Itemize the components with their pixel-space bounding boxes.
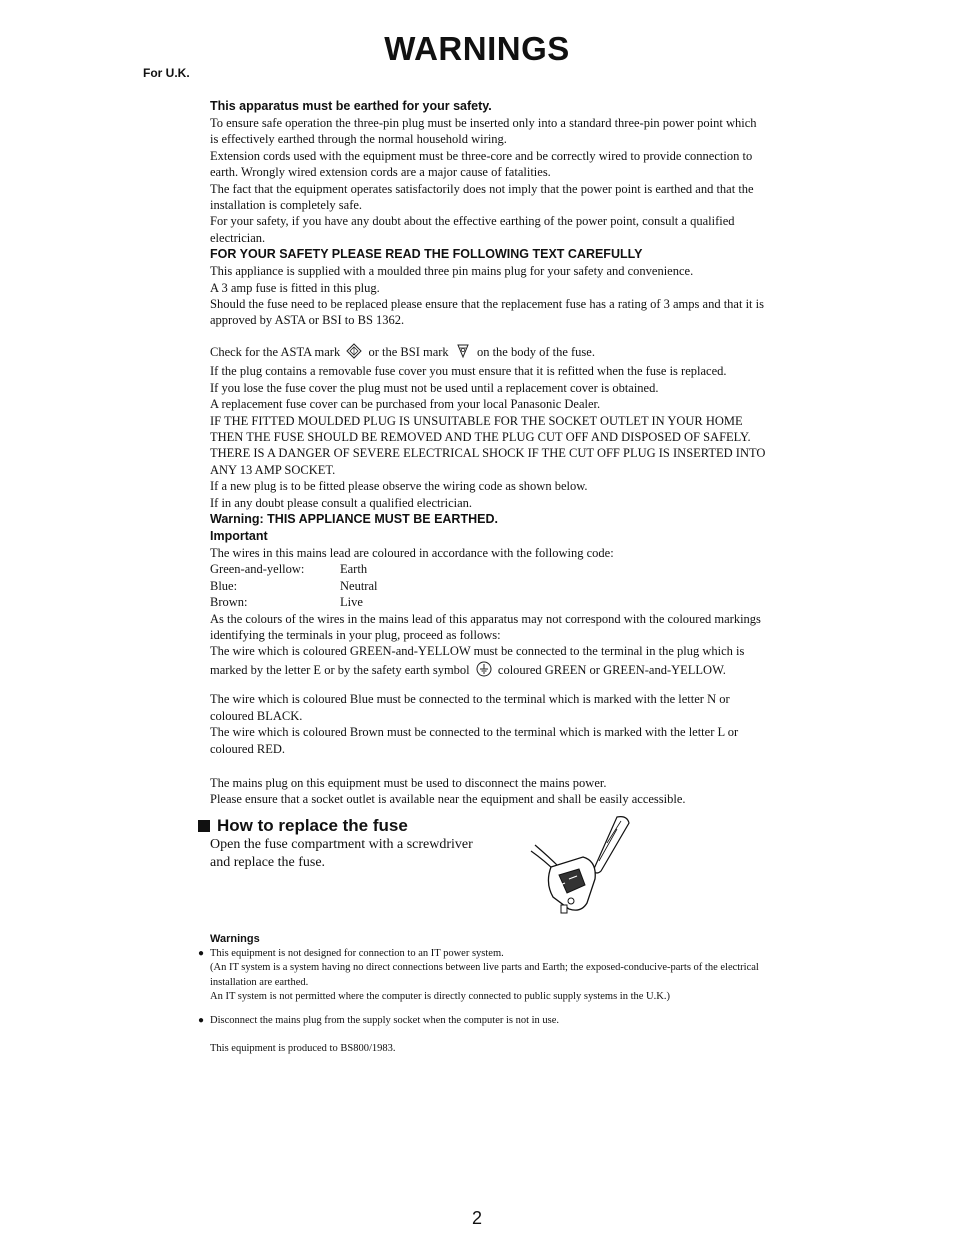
earthing-line: The fact that the equipment operates satisfactorily does not imply that the power point is earthed and that the installation is completely safe.	[210, 181, 754, 213]
standard-line: This equipment is produced to BS800/1983.	[210, 1043, 396, 1055]
wire-code-row	[210, 594, 767, 610]
wire-colour: Brown:	[210, 595, 248, 610]
square-bullet-icon	[198, 820, 210, 832]
notes-bullet-text: Disconnect the mains plug from the supply socket when the computer is not in use.	[210, 1014, 560, 1026]
bsi-kitemark-icon	[455, 343, 471, 363]
earthed-warning-heading: Warning: THIS APPLIANCE MUST BE EARTHED.	[210, 511, 498, 526]
notes-bullet	[198, 1014, 755, 1029]
green-post-text: coloured GREEN or GREEN-and-YELLOW.	[497, 662, 726, 677]
safety-line: This appliance is supplied with a moulded three pin mains plug for your safety and convenience.	[210, 264, 694, 279]
wire-name: Earth	[340, 562, 368, 577]
bullet-dot-icon: ●	[198, 1014, 205, 1026]
safety-line: If the plug contains a removable fuse cover you must ensure that it is refitted when the fuse is replaced.	[210, 364, 727, 379]
notes-bullet-text: This equipment is not designed for connection to an IT power system.	[210, 947, 504, 959]
check-marks-line	[210, 343, 767, 363]
wire-colour: Blue:	[210, 578, 238, 593]
colours-note: As the colours of the wires in the mains lead of this apparatus may not correspond with the coloured markings identifying the terminals in your plug, proceed as follows:	[210, 611, 761, 642]
brown-wire-line: The wire which is coloured Brown must be connected to the terminal which is marked with the letter L or coloured RED.	[210, 725, 739, 756]
asta-mark-icon	[346, 343, 362, 363]
safety-line: IF THE FITTED MOULDED PLUG IS UNSUITABLE FOR THE SOCKET OUTLET IN YOUR HOME THEN THE FUSE SHOULD BE REMOVED AND THE PLUG CUT OFF AND DISPOSED OF SAFELY.	[210, 413, 751, 444]
safety-line: If a new plug is to be fitted please observe the wiring code as shown below.	[210, 479, 588, 494]
warnings-content	[198, 98, 767, 1057]
check-pre-text: Check for the ASTA mark	[210, 344, 341, 359]
safety-heading: FOR YOUR SAFETY PLEASE READ THE FOLLOWING TEXT CAREFULLY	[210, 247, 643, 262]
fuse-instructions: Open the fuse compartment with a screwdriver and replace the fuse.	[210, 836, 473, 870]
disconnect-line: Please ensure that a socket outlet is available near the equipment and shall be easily accessible.	[210, 792, 686, 807]
earthing-line: To ensure safe operation the three-pin plug must be inserted only into a standard three-pin power point which is effectively earthed through the normal household wiring.	[210, 116, 757, 147]
notes-sub-line: (An IT system is a system having no direct connections between live parts and Earth; the exposed-conducive-parts of the electrical installation are earthed.	[210, 962, 759, 988]
wire-colour: Green-and-yellow:	[210, 562, 305, 577]
important-heading: Important	[210, 528, 268, 543]
green-yellow-line	[210, 643, 767, 682]
wire-code-row	[210, 561, 767, 577]
wires-intro: The wires in this mains lead are coloured in accordance with the following code:	[210, 545, 614, 560]
bullet-dot-icon: ●	[198, 947, 205, 959]
safety-line: A replacement fuse cover can be purchased from your local Panasonic Dealer.	[210, 397, 601, 412]
earthing-heading: This apparatus must be earthed for your safety.	[210, 99, 492, 113]
safety-line: THERE IS A DANGER OF SEVERE ELECTRICAL SHOCK IF THE CUT OFF PLUG IS INSERTED INTO ANY 13 AMP SOCKET.	[210, 446, 766, 477]
earthing-line: Extension cords used with the equipment must be three-core and be correctly wired to provide connection to earth. Wrongly wired extension cords are a major cause of fatalities.	[210, 148, 753, 180]
safety-line: A 3 amp fuse is fitted in this plug.	[210, 280, 380, 295]
fuse-heading	[198, 816, 755, 836]
page-number: 2	[471, 1208, 482, 1228]
safety-line: If in any doubt please consult a qualified electrician.	[210, 495, 473, 510]
region-label: For U.K.	[143, 66, 190, 80]
fuse-heading-text: How to replace the fuse	[217, 815, 408, 835]
fuse-section	[210, 816, 767, 926]
disconnect-line: The mains plug on this equipment must be used to disconnect the mains power.	[210, 776, 607, 790]
check-post-text: on the body of the fuse.	[476, 344, 595, 359]
page-title: WARNINGS	[384, 30, 570, 67]
green-pre-text: The wire which is coloured GREEN-and-YELLOW must be connected to the terminal in the plug which is marked by the letter E or by the safety earth symbol	[210, 644, 745, 677]
safety-line: If you lose the fuse cover the plug must not be used until a replacement cover is obtained.	[210, 380, 659, 395]
safety-line: Should the fuse need to be replaced please ensure that the replacement fuse has a rating of 3 amps and that it is approved by ASTA or BSI to BS 1362.	[210, 297, 764, 328]
notes-bullet	[198, 947, 755, 962]
wire-code-row	[210, 578, 767, 594]
check-mid-text: or the BSI mark	[368, 344, 449, 359]
earthing-line: For your safety, if you have any doubt about the effective earthing of the power point, consult a qualified electrician.	[210, 214, 735, 245]
notes-section	[198, 932, 767, 1057]
plug-screwdriver-icon	[525, 813, 635, 920]
wire-name: Neutral	[340, 578, 378, 593]
earth-symbol-icon	[476, 661, 492, 683]
notes-heading: Warnings	[210, 932, 260, 945]
notes-sub-line: An IT system is not permitted where the computer is directly connected to public supply systems in the U.K.)	[210, 991, 670, 1003]
wire-name: Live	[340, 595, 363, 610]
blue-wire-line: The wire which is coloured Blue must be connected to the terminal which is marked with the letter N or coloured BLACK.	[210, 692, 730, 723]
